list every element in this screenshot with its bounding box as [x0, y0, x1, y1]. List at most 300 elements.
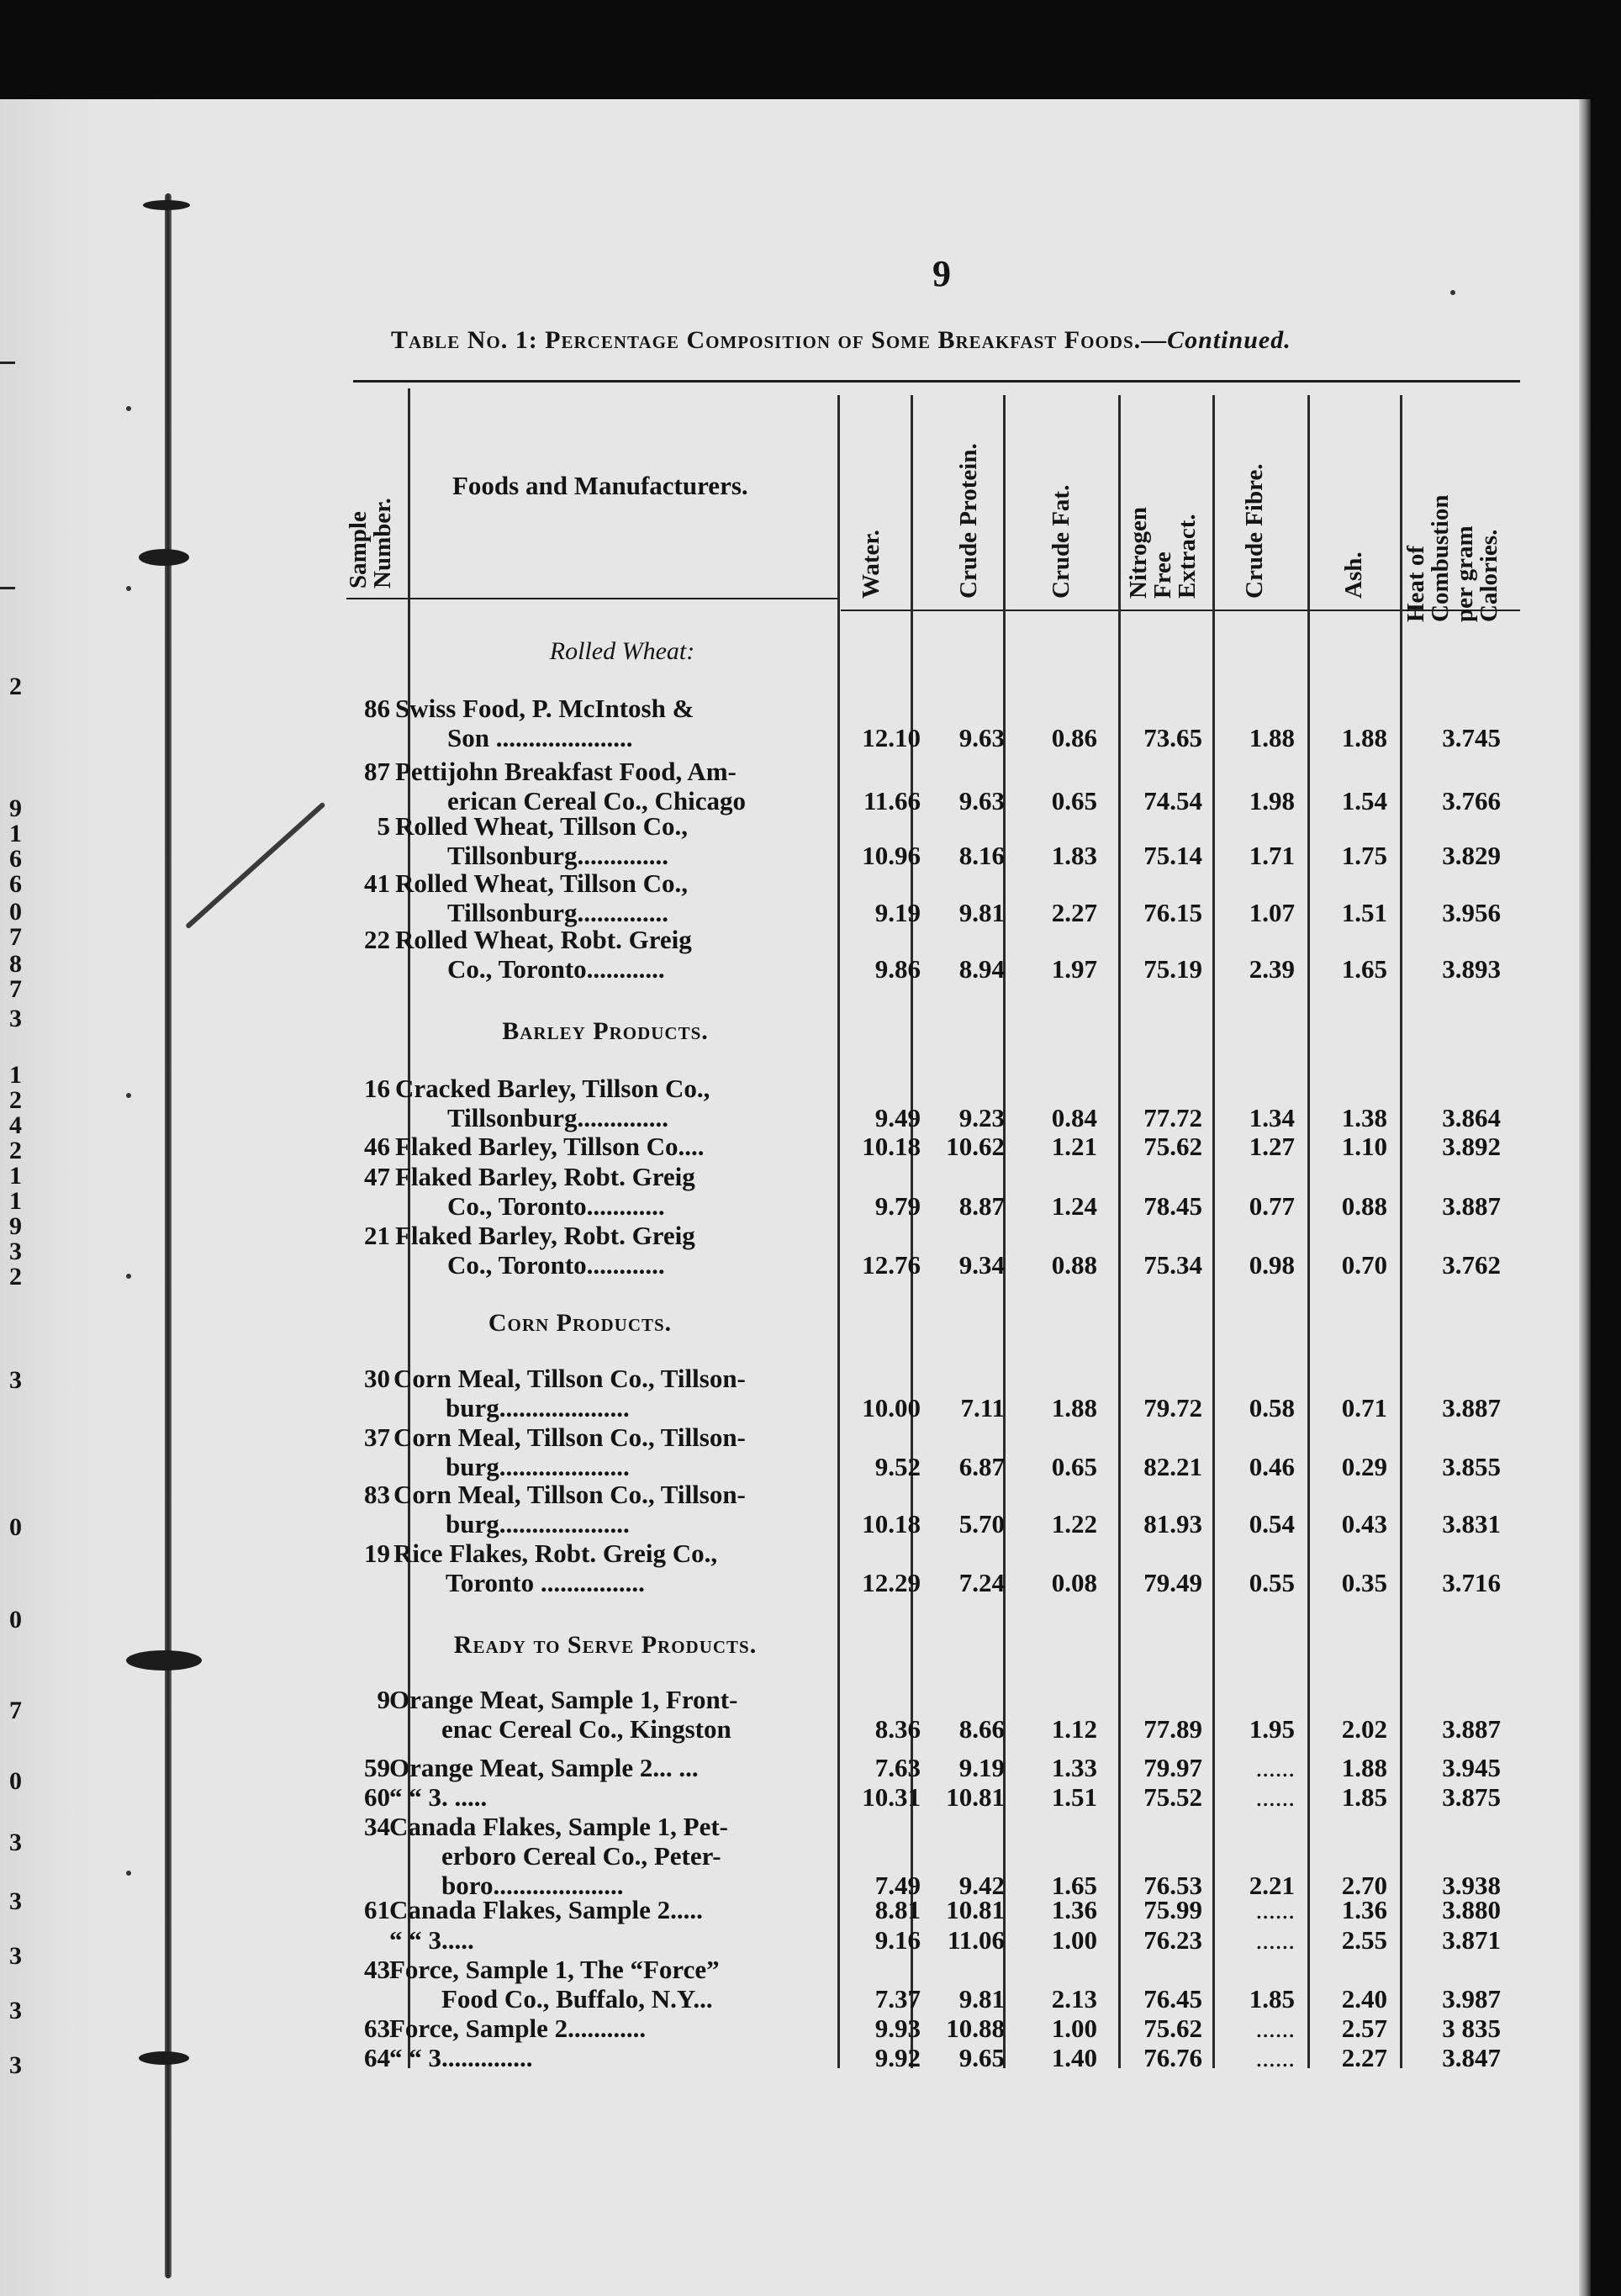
- cell-fat: 0.84: [1051, 1103, 1097, 1132]
- food-line: burg....................: [446, 1509, 630, 1539]
- column-divider: [911, 395, 913, 2068]
- cell-fibre: 1.95: [1249, 1714, 1295, 1744]
- cell-fibre: 0.46: [1249, 1452, 1295, 1481]
- food-line: Rolled Wheat, Tillson Co.,: [395, 868, 688, 898]
- margin-numeral: 0: [9, 898, 22, 926]
- food-manufacturer: [389, 1753, 699, 1782]
- sample-number: 19: [364, 1539, 390, 1568]
- cell-fat: 1.65: [1051, 1871, 1097, 1900]
- cell-fibre: 1.98: [1249, 786, 1295, 815]
- food-line: “ “ 3.....: [389, 1925, 474, 1955]
- food-manufacturer: [389, 1955, 720, 2014]
- cell-fibre: 2.39: [1249, 954, 1295, 984]
- sample-number: 5: [377, 811, 390, 841]
- cell-protein: 10.81: [946, 1782, 1005, 1812]
- food-line: Swiss Food, P. McIntosh &: [395, 694, 694, 723]
- food-line: Canada Flakes, Sample 2.....: [389, 1895, 703, 1924]
- cell-fat: 1.83: [1051, 841, 1097, 870]
- cell-heat: 3.864: [1442, 1103, 1501, 1132]
- column-divider: [1003, 395, 1006, 2068]
- header-water: Water.: [858, 530, 884, 599]
- cell-heat: 3.938: [1442, 1871, 1501, 1900]
- margin-numeral: 3: [9, 1887, 22, 1915]
- cell-fat: 0.65: [1051, 1452, 1097, 1481]
- cell-fat: 1.88: [1051, 1393, 1097, 1422]
- food-line: Tillsonburg..............: [447, 1103, 669, 1132]
- cell-heat: 3.875: [1442, 1782, 1501, 1812]
- margin-numeral: 6: [9, 870, 22, 898]
- cell-protein: 9.81: [958, 1984, 1005, 2014]
- cell-protein: 9.63: [958, 723, 1005, 752]
- header-line: Number.: [369, 498, 396, 589]
- food-line: burg....................: [446, 1393, 630, 1422]
- margin-numeral: 6: [9, 845, 22, 873]
- cell-water: 7.37: [874, 1984, 921, 2014]
- sample-number: 59: [364, 1753, 390, 1782]
- cell-water: 10.96: [862, 841, 921, 870]
- cell-ash: 0.29: [1341, 1452, 1387, 1481]
- margin-numeral: 3: [9, 1942, 22, 1970]
- gutter-shadow: [0, 99, 181, 2296]
- cell-nfe: 75.19: [1143, 954, 1202, 984]
- food-manufacturer: [395, 1074, 710, 1132]
- food-manufacturer: [389, 1782, 487, 1812]
- cell-fat: 1.97: [1051, 954, 1097, 984]
- cell-ash: 2.02: [1341, 1714, 1387, 1744]
- cell-fibre: ......: [1255, 2014, 1295, 2043]
- margin-numeral: 0: [9, 1606, 22, 1634]
- cell-heat: 3.766: [1442, 786, 1501, 815]
- cell-protein: 9.23: [958, 1103, 1005, 1132]
- cell-protein: 7.11: [960, 1393, 1005, 1422]
- cell-protein: 9.34: [958, 1250, 1005, 1280]
- column-divider: [1212, 395, 1215, 2068]
- food-line: Pettijohn Breakfast Food, Am-: [395, 757, 737, 786]
- food-line: Orange Meat, Sample 2... ...: [389, 1753, 699, 1782]
- food-line: enac Cereal Co., Kingston: [441, 1714, 731, 1744]
- cell-heat: 3.887: [1442, 1714, 1501, 1744]
- cell-water: 9.86: [874, 954, 921, 984]
- table-title: [391, 326, 1291, 355]
- cell-nfe: 75.62: [1143, 1132, 1202, 1161]
- column-divider: [1307, 395, 1310, 2068]
- header-line: Sample: [345, 511, 372, 589]
- food-line: “ “ 3..............: [389, 2043, 533, 2072]
- cell-fibre: ......: [1255, 1925, 1295, 1955]
- cell-fat: 1.12: [1051, 1714, 1097, 1744]
- cell-ash: 1.38: [1341, 1103, 1387, 1132]
- cell-protein: 9.19: [958, 1753, 1005, 1782]
- binding-knot: [139, 549, 189, 566]
- cell-heat: 3.831: [1442, 1509, 1501, 1539]
- margin-numeral: 3: [9, 1829, 22, 1856]
- header-ash: Ash.: [1340, 552, 1367, 599]
- food-line: Co., Toronto............: [447, 954, 665, 984]
- cell-protein: 11.06: [947, 1925, 1005, 1955]
- cell-ash: 0.71: [1341, 1393, 1387, 1422]
- food-line: Tillsonburg..............: [447, 898, 669, 927]
- food-manufacturer: [393, 1364, 746, 1422]
- margin-numeral: 9: [9, 794, 22, 822]
- cell-water: 9.19: [874, 898, 921, 927]
- sample-number: 9: [377, 1685, 390, 1714]
- food-manufacturer: [389, 1685, 737, 1744]
- cell-nfe: 76.45: [1143, 1984, 1202, 2014]
- margin-numeral: 1: [9, 1162, 22, 1190]
- cell-fat: 1.51: [1051, 1782, 1097, 1812]
- food-line: erican Cereal Co., Chicago: [447, 786, 746, 815]
- header-line: Heat of: [1402, 546, 1429, 622]
- food-manufacturer: [389, 1925, 474, 1955]
- header-line: Calories.: [1476, 529, 1502, 622]
- cell-water: 10.18: [862, 1132, 921, 1161]
- header-heat-of-combustion: [1404, 495, 1502, 623]
- margin-numeral: 3: [9, 1366, 22, 1394]
- cell-fibre: 1.85: [1249, 1984, 1295, 2014]
- cell-fat: 2.13: [1051, 1984, 1097, 2014]
- cell-heat: 3.945: [1442, 1753, 1501, 1782]
- cell-water: 9.16: [874, 1925, 921, 1955]
- cell-ash: 2.70: [1341, 1871, 1387, 1900]
- header-line: Free: [1149, 552, 1176, 599]
- food-line: erboro Cereal Co., Peter-: [441, 1841, 721, 1871]
- food-manufacturer: [395, 1132, 704, 1161]
- margin-numeral: 1: [9, 1061, 22, 1089]
- cell-water: 7.49: [874, 1871, 921, 1900]
- cell-nfe: 76.76: [1143, 2043, 1202, 2072]
- cell-nfe: 75.14: [1143, 841, 1202, 870]
- header-crude-protein: Crude Protein.: [955, 443, 982, 599]
- food-manufacturer: [389, 1895, 703, 1924]
- cell-water: 11.66: [863, 786, 921, 815]
- header-line: per gram: [1451, 525, 1478, 622]
- header-underline-foods: [410, 598, 839, 599]
- cell-ash: 1.51: [1341, 898, 1387, 927]
- cell-ash: 0.43: [1341, 1509, 1387, 1539]
- sample-number: 43: [364, 1955, 390, 1984]
- food-line: Flaked Barley, Robt. Greig: [395, 1162, 695, 1191]
- margin-numeral: 1: [9, 820, 22, 847]
- cell-ash: 2.55: [1341, 1925, 1387, 1955]
- header-line: Combustion: [1427, 494, 1454, 622]
- cell-protein: 6.87: [958, 1452, 1005, 1481]
- cell-fibre: 1.88: [1249, 723, 1295, 752]
- margin-rule: [0, 587, 15, 589]
- cell-water: 9.79: [874, 1191, 921, 1221]
- cell-water: 10.00: [862, 1393, 921, 1422]
- food-line: “ “ 3. .....: [389, 1782, 488, 1812]
- sample-number: 46: [364, 1132, 390, 1161]
- margin-numeral: 3: [9, 1005, 22, 1032]
- margin-numeral: 1: [9, 1187, 22, 1215]
- cell-protein: 9.81: [958, 898, 1005, 927]
- cell-nfe: 75.34: [1143, 1250, 1202, 1280]
- food-manufacturer: [389, 1812, 728, 1900]
- cell-ash: 2.40: [1341, 1984, 1387, 2014]
- speck: [126, 406, 131, 411]
- cell-fibre: ......: [1255, 1895, 1295, 1924]
- food-line: Orange Meat, Sample 1, Front-: [389, 1685, 738, 1714]
- margin-numeral: 2: [9, 673, 22, 700]
- cell-fat: 0.65: [1051, 786, 1097, 815]
- margin-numeral: 0: [9, 1513, 22, 1541]
- cell-protein: 9.65: [958, 2043, 1005, 2072]
- food-manufacturer: [395, 694, 694, 752]
- cell-nfe: 79.72: [1143, 1393, 1202, 1422]
- cell-fibre: 0.55: [1249, 1568, 1295, 1597]
- cell-ash: 2.27: [1341, 2043, 1387, 2072]
- header-line: Extract.: [1174, 514, 1201, 599]
- cell-protein: 5.70: [958, 1509, 1005, 1539]
- header-sample-number: [346, 498, 395, 589]
- cell-ash: 1.88: [1341, 1753, 1387, 1782]
- cell-nfe: 77.89: [1143, 1714, 1202, 1744]
- cell-fibre: 0.58: [1249, 1393, 1295, 1422]
- sample-number: 37: [364, 1422, 390, 1452]
- sample-number: 86: [364, 694, 390, 723]
- header-crude-fat: Crude Fat.: [1048, 484, 1075, 599]
- cell-water: 9.52: [874, 1452, 921, 1481]
- food-line: Tillsonburg..............: [447, 841, 669, 870]
- speck: [126, 1871, 131, 1876]
- food-line: Canada Flakes, Sample 1, Pet-: [389, 1812, 728, 1841]
- cell-fat: 1.00: [1051, 2014, 1097, 2043]
- cell-protein: 10.62: [946, 1132, 1005, 1161]
- cell-nfe: 78.45: [1143, 1191, 1202, 1221]
- cell-protein: 10.81: [946, 1895, 1005, 1924]
- cell-water: 10.18: [862, 1509, 921, 1539]
- binding-thread: [165, 193, 172, 2278]
- cell-water: 9.49: [874, 1103, 921, 1132]
- food-line: Flaked Barley, Robt. Greig: [395, 1221, 695, 1250]
- binding-knot: [139, 2051, 189, 2065]
- cell-protein: 9.63: [958, 786, 1005, 815]
- food-manufacturer: [393, 1480, 746, 1539]
- cell-fibre: 2.21: [1249, 1871, 1295, 1900]
- margin-numeral: 2: [9, 1137, 22, 1164]
- margin-numeral: 8: [9, 950, 22, 978]
- food-line: Cracked Barley, Tillson Co.,: [395, 1074, 710, 1103]
- food-line: Co., Toronto............: [447, 1250, 665, 1280]
- cell-fat: 0.88: [1051, 1250, 1097, 1280]
- food-manufacturer: [395, 1162, 695, 1221]
- food-manufacturer: [395, 757, 746, 815]
- cell-heat: 3.847: [1442, 2043, 1501, 2072]
- cell-water: 8.81: [874, 1895, 921, 1924]
- cell-heat: 3.956: [1442, 898, 1501, 927]
- cell-nfe: 79.49: [1143, 1568, 1202, 1597]
- cell-water: 12.29: [862, 1568, 921, 1597]
- section-heading: Barley Products.: [502, 1017, 709, 1045]
- cell-ash: 0.88: [1341, 1191, 1387, 1221]
- table-title-text: Table No. 1: Percentage Composition of Some Breakfast Foods.—: [391, 326, 1168, 354]
- cell-water: 7.63: [874, 1753, 921, 1782]
- cell-fat: 2.27: [1051, 898, 1097, 927]
- food-manufacturer: [395, 868, 688, 927]
- cell-nfe: 76.23: [1143, 1925, 1202, 1955]
- cell-ash: 0.70: [1341, 1250, 1387, 1280]
- cell-heat: 3.745: [1442, 723, 1501, 752]
- sample-number: 34: [364, 1812, 390, 1841]
- cell-heat: 3.716: [1442, 1568, 1501, 1597]
- sample-number: 47: [364, 1162, 390, 1191]
- margin-numeral: 9: [9, 1212, 22, 1240]
- column-divider: [1118, 395, 1121, 2068]
- sample-number: 60: [364, 1782, 390, 1812]
- cell-ash: 1.85: [1341, 1782, 1387, 1812]
- header-line: Nitrogen: [1125, 506, 1152, 599]
- sample-number: 16: [364, 1074, 390, 1103]
- cell-fibre: 0.77: [1249, 1191, 1295, 1221]
- cell-water: 12.10: [862, 723, 921, 752]
- margin-numeral: 7: [9, 1697, 22, 1724]
- food-line: Force, Sample 2............: [389, 2014, 647, 2043]
- cell-fibre: 1.27: [1249, 1132, 1295, 1161]
- sample-number: 63: [364, 2014, 390, 2043]
- sample-number: 87: [364, 757, 390, 786]
- food-manufacturer: [393, 1422, 746, 1481]
- speck: [126, 586, 131, 591]
- food-line: Toronto ................: [446, 1568, 645, 1597]
- cell-ash: 0.35: [1341, 1568, 1387, 1597]
- cell-heat: 3.887: [1442, 1191, 1501, 1221]
- page-edge: [1579, 99, 1591, 2296]
- header-foods: Foods and Manufacturers.: [452, 471, 748, 500]
- section-heading: Rolled Wheat:: [549, 637, 695, 665]
- binding-knot: [126, 1650, 202, 1671]
- cell-heat: 3.987: [1442, 1984, 1501, 2014]
- cell-water: 9.92: [874, 2043, 921, 2072]
- sample-number: 83: [364, 1480, 390, 1509]
- cell-nfe: 75.52: [1143, 1782, 1202, 1812]
- page-number: 9: [932, 253, 951, 294]
- cell-heat: 3.762: [1442, 1250, 1501, 1280]
- cell-fat: 1.21: [1051, 1132, 1097, 1161]
- cell-ash: 2.57: [1341, 2014, 1387, 2043]
- food-line: Corn Meal, Tillson Co., Tillson-: [393, 1480, 746, 1509]
- food-manufacturer: [393, 1539, 717, 1597]
- cell-nfe: 75.62: [1143, 2014, 1202, 2043]
- margin-rule: [0, 362, 15, 364]
- cell-fibre: ......: [1255, 1753, 1295, 1782]
- margin-numeral: 4: [9, 1111, 22, 1139]
- food-line: Food Co., Buffalo, N.Y...: [441, 1984, 713, 2014]
- cell-fat: 0.08: [1051, 1568, 1097, 1597]
- cell-heat: 3.880: [1442, 1895, 1501, 1924]
- cell-fat: 1.00: [1051, 1925, 1097, 1955]
- sample-number: 22: [364, 925, 390, 954]
- cell-nfe: 79.97: [1143, 1753, 1202, 1782]
- sample-number: 21: [364, 1221, 390, 1250]
- margin-numeral: 7: [9, 923, 22, 951]
- cell-nfe: 82.21: [1143, 1452, 1202, 1481]
- cell-fibre: 1.07: [1249, 898, 1295, 927]
- food-line: Rice Flakes, Robt. Greig Co.,: [393, 1539, 718, 1568]
- food-manufacturer: [389, 2043, 533, 2072]
- sample-number: 41: [364, 868, 390, 898]
- cell-fat: 1.36: [1051, 1895, 1097, 1924]
- cell-protein: 8.94: [958, 954, 1005, 984]
- cell-fat: 0.86: [1051, 723, 1097, 752]
- food-manufacturer: [389, 2014, 646, 2043]
- cell-nfe: 76.15: [1143, 898, 1202, 927]
- speck: [126, 1093, 131, 1098]
- cell-ash: 1.88: [1341, 723, 1387, 752]
- cell-fibre: 1.34: [1249, 1103, 1295, 1132]
- cell-heat: 3.887: [1442, 1393, 1501, 1422]
- cell-fibre: ......: [1255, 1782, 1295, 1812]
- cell-protein: 9.42: [958, 1871, 1005, 1900]
- cell-water: 9.93: [874, 2014, 921, 2043]
- margin-numeral: 3: [9, 2051, 22, 2079]
- food-line: Force, Sample 1, The “Force”: [389, 1955, 720, 1984]
- cell-heat: 3.871: [1442, 1925, 1501, 1955]
- cell-heat: 3 835: [1442, 2014, 1501, 2043]
- cell-protein: 8.16: [958, 841, 1005, 870]
- food-line: burg....................: [446, 1452, 630, 1481]
- sample-number: 61: [364, 1895, 390, 1924]
- header-nitrogen-free-extract: [1127, 507, 1200, 599]
- sample-number: 30: [364, 1364, 390, 1393]
- cell-water: 10.31: [862, 1782, 921, 1812]
- cell-water: 8.36: [874, 1714, 921, 1744]
- cell-fibre: 1.71: [1249, 841, 1295, 870]
- cell-fibre: ......: [1255, 2043, 1295, 2072]
- binding-knot: [143, 200, 190, 210]
- cell-ash: 1.10: [1341, 1132, 1387, 1161]
- margin-numeral: 7: [9, 975, 22, 1003]
- cell-fibre: 0.54: [1249, 1509, 1295, 1539]
- cell-protein: 7.24: [958, 1568, 1005, 1597]
- food-line: Flaked Barley, Tillson Co....: [395, 1132, 705, 1161]
- cell-ash: 1.36: [1341, 1895, 1387, 1924]
- speck: [1450, 290, 1455, 295]
- margin-numeral: 3: [9, 1997, 22, 2024]
- sample-number: 64: [364, 2043, 390, 2072]
- table-title-continued: Continued.: [1167, 326, 1291, 354]
- food-line: Corn Meal, Tillson Co., Tillson-: [393, 1364, 746, 1393]
- cell-nfe: 74.54: [1143, 786, 1202, 815]
- cell-heat: 3.855: [1442, 1452, 1501, 1481]
- cell-fat: 1.22: [1051, 1509, 1097, 1539]
- cell-fat: 1.24: [1051, 1191, 1097, 1221]
- margin-numeral: 2: [9, 1263, 22, 1291]
- cell-ash: 1.65: [1341, 954, 1387, 984]
- cell-nfe: 76.53: [1143, 1871, 1202, 1900]
- food-line: Son .....................: [447, 723, 633, 752]
- header-underline-sample: [346, 598, 410, 599]
- cell-protein: 8.87: [958, 1191, 1005, 1221]
- food-line: Corn Meal, Tillson Co., Tillson-: [393, 1422, 746, 1452]
- cell-fibre: 0.98: [1249, 1250, 1295, 1280]
- cell-nfe: 75.99: [1143, 1895, 1202, 1924]
- cell-heat: 3.893: [1442, 954, 1501, 984]
- cell-nfe: 73.65: [1143, 723, 1202, 752]
- cell-nfe: 77.72: [1143, 1103, 1202, 1132]
- food-line: Co., Toronto............: [447, 1191, 665, 1221]
- column-divider: [837, 395, 840, 2068]
- food-manufacturer: [395, 1221, 695, 1280]
- section-heading: Ready to Serve Products.: [453, 1631, 758, 1659]
- margin-numeral: 0: [9, 1767, 22, 1795]
- food-manufacturer: [395, 925, 692, 984]
- cell-fat: 1.40: [1051, 2043, 1097, 2072]
- column-divider: [1400, 395, 1402, 2068]
- cell-water: 12.76: [862, 1250, 921, 1280]
- food-line: Rolled Wheat, Robt. Greig: [395, 925, 692, 954]
- section-heading: Corn Products.: [488, 1309, 673, 1337]
- table-top-rule: [353, 380, 1520, 383]
